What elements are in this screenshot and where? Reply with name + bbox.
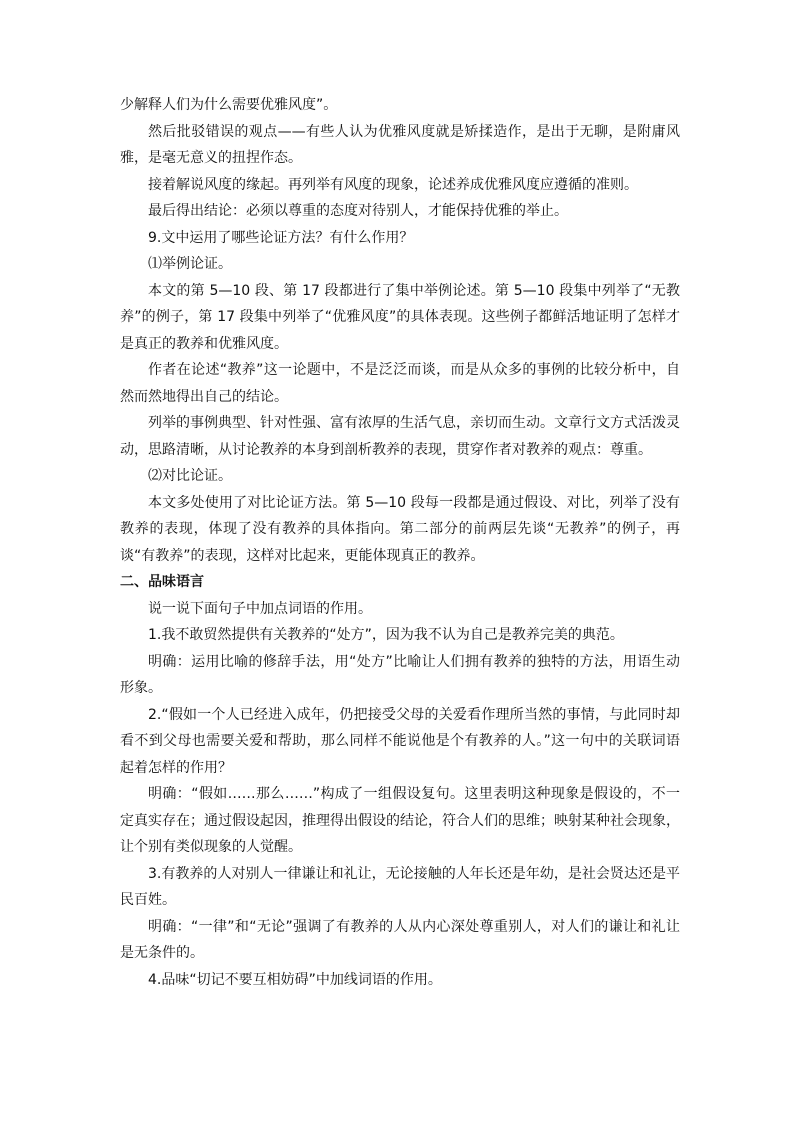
paragraph: 少解释人们为什么需要优雅风度”。 [120,97,338,113]
paragraph: 最后得出结论：必须以尊重的态度对待别人，才能保持优雅的举止。 [148,203,568,219]
paragraph: 作者在论述“教养”这一论题中，不是泛泛而谈，而是从众多的事例的比较分析中，自然而然地得出自己的结论。 [120,362,680,405]
paragraph: 1.我不敢贸然提供有关教养的“处方”，因为我不认为自己是教养完美的典范。 [148,627,624,643]
paragraph: 3.有教养的人对别人一律谦让和礼让，无论接触的人年长还是年幼，是社会贤达还是平民百姓。 [120,865,680,908]
paragraph: 明确：运用比喻的修辞手法，用“处方”比喻让人们拥有教养的独特的方法，用语生动形象。 [120,653,680,696]
paragraph: ⑴举例论证。 [148,256,232,272]
paragraph: 本文多处使用了对比论证方法。第 5—10 段每一段都是通过假设、对比，列举了没有教养的表现，体现了没有教养的具体指向。第二部分的前两层先谈“无教养”的例子，再谈“有教养”的表现，这样对比起来，更能体现真正的教养。 [120,494,680,564]
paragraph: 说一说下面句子中加点词语的作用。 [148,600,372,617]
document-page [120,92,680,993]
paragraph: ⑵对比论证。 [148,468,232,484]
paragraph: 明确：“假如……那么……”构成了一组假设复句。这里表明这种现象是假设的，不一定真实存在；通过假设起因，推理得出假设的结论，符合人们的思维；映射某种社会现象，让个别有类似现象的人觉醒。 [120,786,680,855]
section-heading: 二、品味语言 [120,574,204,590]
paragraph: 列举的事例典型、针对性强、富有浓厚的生活气息，亲切而生动。文章行文方式活泼灵动，思路清晰，从讨论教养的本身到剖析教养的表现，贯穿作者对教养的观点：尊重。 [120,415,680,458]
paragraph: 2.“假如一个人已经进入成年，仍把接受父母的关爱看作理所当然的事情，与此同时却看不到父母也需要关爱和帮助，那么同样不能说他是个有教养的人。”这一句中的关联词语起着怎样的作用？ [120,706,680,776]
paragraph: 接着解说风度的缘起。再列举有风度的现象，论述养成优雅风度应遵循的准则。 [148,176,638,193]
paragraph: 明确：“一律”和“无论”强调了有教养的人从内心深处尊重别人，对人们的谦让和礼让是无条件的。 [120,918,680,961]
paragraph: 9.文中运用了哪些论证方法？有什么作用？ [148,229,414,246]
paragraph: 然后批驳错误的观点——有些人认为优雅风度就是矫揉造作，是出于无聊，是附庸风雅，是毫无意义的扭捏作态。 [120,123,680,166]
paragraph: 4.品味“切记不要互相妨碍”中加线词语的作用。 [148,971,442,988]
paragraph: 本文的第 5—10 段、第 17 段都进行了集中举例论述。第 5—10 段集中列举了“无教养”的例子，第 17 段集中列举了“优雅风度”的具体表现。这些例子都鲜活地证明了怎样才是真正的教养和优雅风度。 [120,282,680,352]
